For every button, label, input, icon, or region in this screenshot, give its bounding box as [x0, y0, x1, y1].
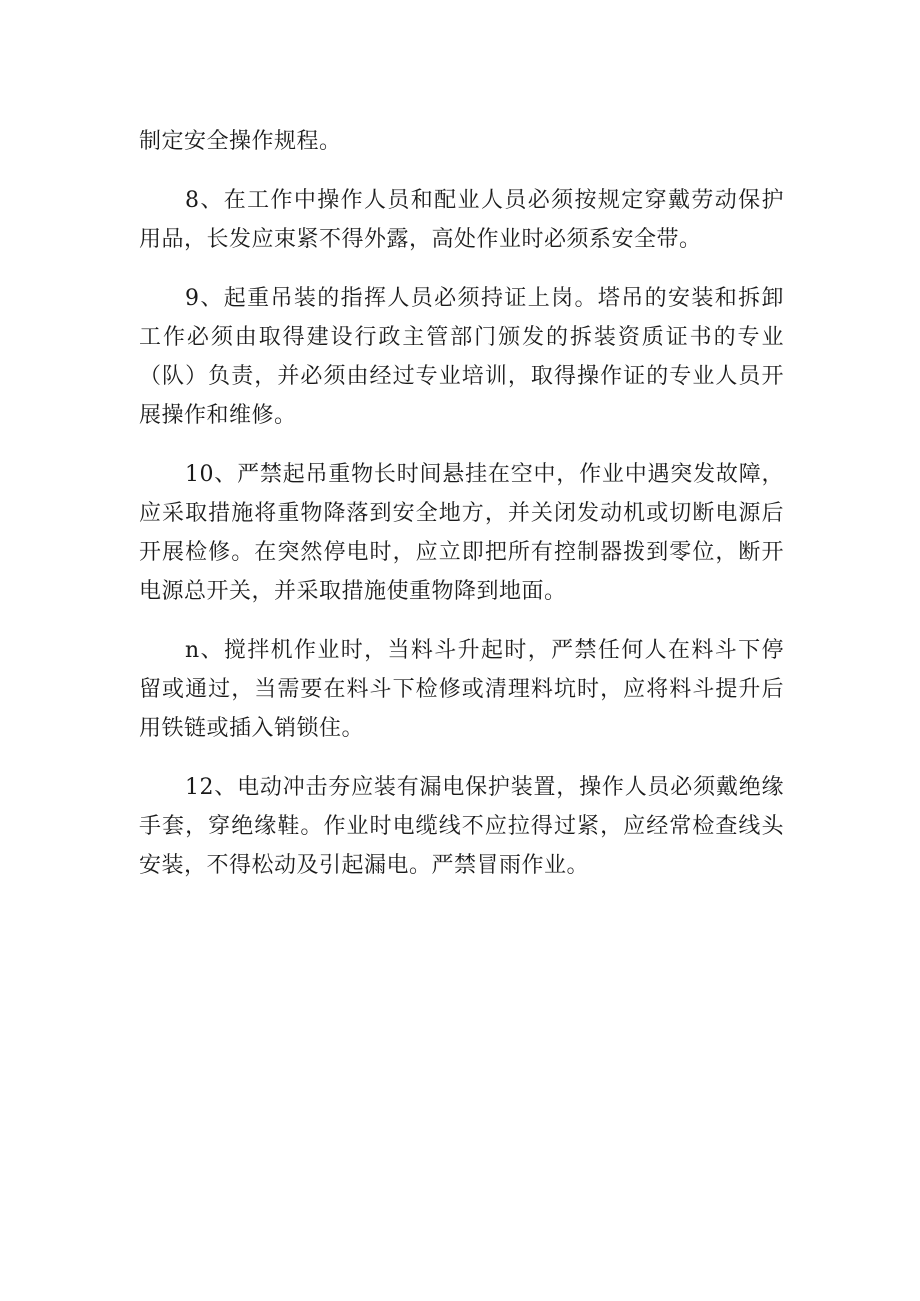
text-line: （队）负责，并必须由经过专业培训，取得操作证的专业人员开	[139, 364, 784, 389]
paragraph-item-10	[139, 455, 784, 611]
paragraph-item-11	[139, 631, 784, 748]
text-line: 开展检修。在突然停电时，应立即把所有控制器拨到零位，断开	[139, 540, 784, 565]
paragraph-continuation	[139, 122, 784, 161]
paragraph-item-9	[139, 279, 784, 435]
text-line: 展操作和维修。	[139, 403, 297, 428]
text-line: 10、严禁起吊重物长时间悬挂在空中，作业中遇突发故障，	[185, 462, 784, 487]
paragraph-item-12	[139, 768, 784, 885]
text-line: 安装，不得松动及引起漏电。严禁冒雨作业。	[139, 853, 590, 878]
text-line: 用品，长发应束紧不得外露，高处作业时必须系安全带。	[139, 227, 702, 252]
text-line: 制定安全操作规程。	[139, 129, 342, 154]
paragraph-item-8	[139, 181, 784, 259]
text-line: 用铁链或插入销锁住。	[139, 716, 365, 741]
text-line: 手套，穿绝缘鞋。作业时电缆线不应拉得过紧，应经常检查线头	[139, 814, 784, 839]
text-line: n、搅拌机作业时，当料斗升起时，严禁任何人在料斗下停	[185, 638, 784, 663]
text-line: 12、电动冲击夯应装有漏电保护装置，操作人员必须戴绝缘	[185, 775, 784, 800]
text-line: 电源总开关，并采取措施使重物降到地面。	[139, 579, 567, 604]
text-line: 8、在工作中操作人员和配业人员必须按规定穿戴劳动保护	[185, 188, 784, 213]
text-line: 应采取措施将重物降落到安全地方，并关闭发动机或切断电源后	[139, 501, 784, 526]
text-line: 留或通过，当需要在料斗下检修或清理料坑时，应将料斗提升后	[139, 677, 784, 702]
document-page	[139, 122, 784, 905]
text-line: 工作必须由取得建设行政主管部门颁发的拆装资质证书的专业	[139, 325, 784, 350]
text-line: 9、起重吊装的指挥人员必须持证上岗。塔吊的安装和拆卸	[185, 286, 784, 311]
